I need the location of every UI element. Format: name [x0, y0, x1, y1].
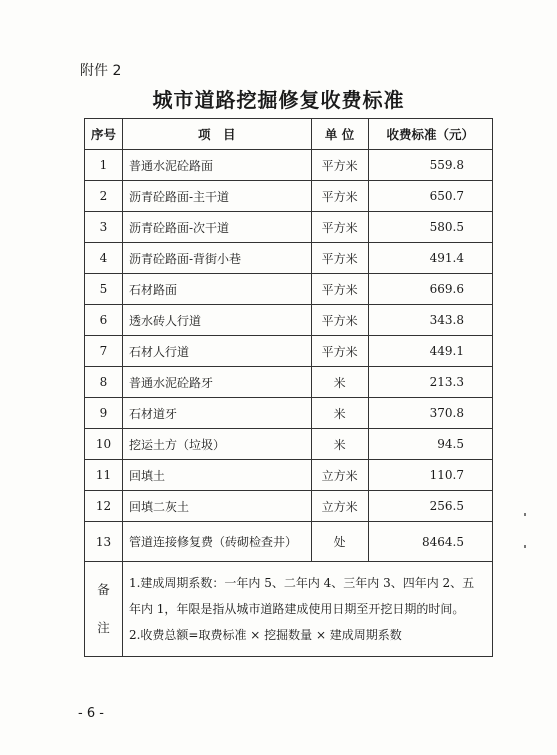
row-unit: 平方米 [311, 243, 368, 274]
document-title: 城市道路挖掘修复收费标准 [152, 88, 405, 112]
notes-content [122, 562, 492, 657]
row-item: 石材道牙 [122, 398, 311, 429]
scan-speck [524, 513, 526, 516]
table-row [85, 460, 493, 491]
row-price: 94.5 [368, 429, 492, 460]
note-line-2: 2.收费总额=取费标准 × 挖掘数量 × 建成周期系数 [128, 628, 402, 642]
row-price: 580.5 [368, 212, 492, 243]
table-row [85, 150, 493, 181]
table-row [85, 491, 493, 522]
row-price: 256.5 [368, 491, 492, 522]
row-unit: 立方米 [311, 491, 368, 522]
row-unit: 平方米 [311, 150, 368, 181]
row-price: 343.8 [368, 305, 492, 336]
notes-label-char-2: 注 [97, 620, 110, 635]
row-no: 9 [85, 398, 123, 429]
row-price: 370.8 [368, 398, 492, 429]
header-unit: 单 位 [311, 119, 368, 150]
row-no: 2 [85, 181, 123, 212]
row-unit: 平方米 [311, 274, 368, 305]
row-no: 7 [85, 336, 123, 367]
row-item: 普通水泥砼路牙 [122, 367, 311, 398]
row-no: 12 [85, 491, 123, 522]
row-no: 4 [85, 243, 123, 274]
row-price: 449.1 [368, 336, 492, 367]
row-item: 回填二灰土 [122, 491, 311, 522]
row-unit: 米 [311, 367, 368, 398]
row-unit: 立方米 [311, 460, 368, 491]
row-no: 10 [85, 429, 123, 460]
table-header-row [85, 119, 493, 150]
row-item: 沥青砼路面-次干道 [122, 212, 311, 243]
table-row [85, 398, 493, 429]
row-unit: 米 [311, 429, 368, 460]
row-price: 491.4 [368, 243, 492, 274]
row-item: 沥青砼路面-背街小巷 [122, 243, 311, 274]
row-unit: 平方米 [311, 181, 368, 212]
row-no: 3 [85, 212, 123, 243]
row-no: 8 [85, 367, 123, 398]
row-no: 6 [85, 305, 123, 336]
row-no: 5 [85, 274, 123, 305]
header-item: 项 目 [122, 119, 311, 150]
row-item: 回填土 [122, 460, 311, 491]
header-no: 序号 [85, 119, 123, 150]
row-item: 透水砖人行道 [122, 305, 311, 336]
row-unit: 处 [311, 522, 368, 562]
row-price: 559.8 [368, 150, 492, 181]
row-price: 669.6 [368, 274, 492, 305]
row-unit: 平方米 [311, 212, 368, 243]
fee-table [84, 118, 493, 657]
attachment-label: 附件 2 [80, 63, 122, 79]
row-no: 13 [85, 522, 123, 562]
row-unit: 米 [311, 398, 368, 429]
row-item: 石材人行道 [122, 336, 311, 367]
table-row [85, 181, 493, 212]
row-unit: 平方米 [311, 336, 368, 367]
table-row [85, 336, 493, 367]
row-item: 普通水泥砼路面 [122, 150, 311, 181]
row-item: 挖运土方（垃圾） [122, 429, 311, 460]
row-no: 1 [85, 150, 123, 181]
notes-label-char-1: 备 [97, 582, 110, 597]
row-item: 管道连接修复费（砖砌检查井） [122, 522, 311, 562]
table-row [85, 522, 493, 562]
row-price: 213.3 [368, 367, 492, 398]
row-unit: 平方米 [311, 305, 368, 336]
table-row [85, 243, 493, 274]
table-row [85, 367, 493, 398]
table-row [85, 305, 493, 336]
row-price: 8464.5 [368, 522, 492, 562]
scan-speck [524, 545, 526, 548]
notes-row [85, 562, 493, 657]
table-row [85, 429, 493, 460]
row-price: 110.7 [368, 460, 492, 491]
row-item: 石材路面 [122, 274, 311, 305]
row-item: 沥青砼路面-主干道 [122, 181, 311, 212]
note-line-1: 1.建成周期系数：一年内 5、二年内 4、三年内 3、四年内 2、五年内 1，年限是指从城市道路建成使用日期至开挖日期的时间。 [128, 576, 475, 616]
row-no: 11 [85, 460, 123, 491]
table-row [85, 274, 493, 305]
page-number: - 6 - [78, 706, 104, 721]
table-row [85, 212, 493, 243]
notes-label [85, 562, 123, 657]
row-price: 650.7 [368, 181, 492, 212]
header-price: 收费标准（元） [368, 119, 492, 150]
